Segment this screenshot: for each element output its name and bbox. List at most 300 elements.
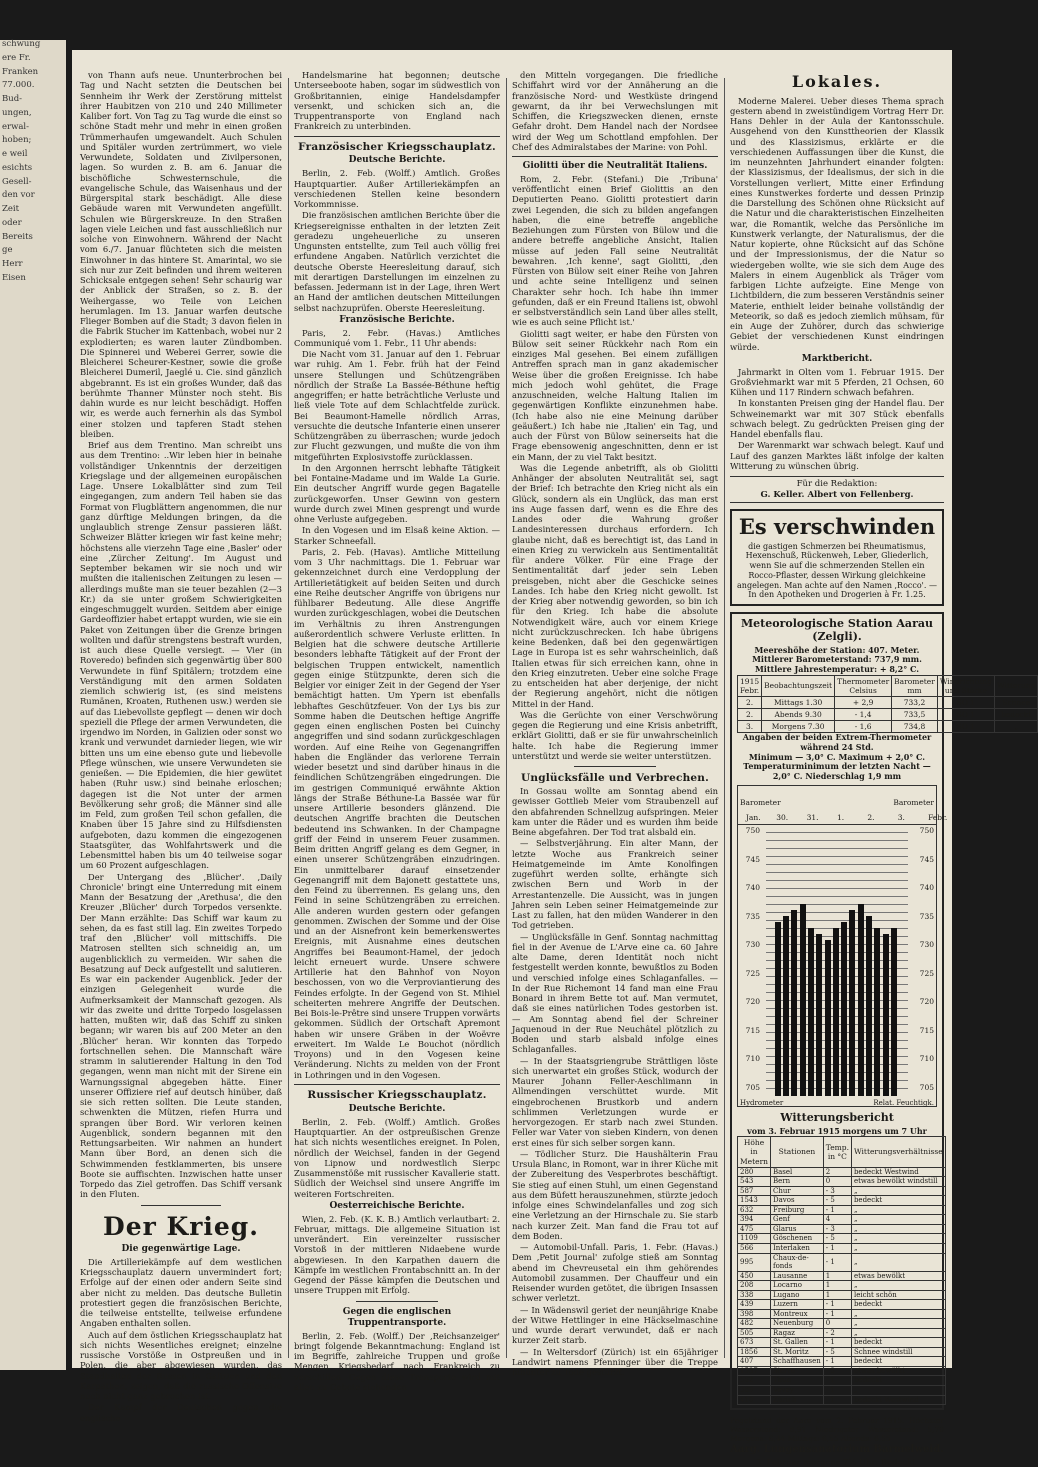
fragment-line: Zeit	[2, 204, 20, 215]
station-row	[738, 1196, 946, 1206]
station-cell: - 3	[823, 1186, 851, 1196]
station-cell: bedeckt Westwind	[851, 1395, 945, 1405]
station-cell: - 1	[823, 1244, 851, 1254]
station-cell: Basel	[770, 1167, 823, 1177]
article-paragraph: Die französischen amtlichen Berichte über die Kriegsereignisse enthalten in der letzten Zeit geradezu ungeheuerliche zu unseren Ungunsten entstellte, zum Teil auch völlig frei erfundene Angaben. Natürlich verzichtet die deutsche Oberste Heeresleitung darauf, sich mit derartigen Darstellungen im einzelnen zu befassen. Jedermann ist in der Lage, ihren Wert an Hand der amtlichen deutschen Mitteilungen selbst nachzuprüfen. Oberste Heeresleitung.	[294, 210, 500, 313]
met-cell: 733,2	[892, 696, 938, 708]
met-cell: Schnee	[994, 696, 1038, 708]
station-cell: - 3	[823, 1224, 851, 1234]
meteo-box	[730, 612, 1036, 1410]
markt-articles	[730, 367, 944, 472]
en-articles	[294, 1331, 500, 1393]
article-paragraph: Der Untergang des ,Blücher'. ,Daily Chronicle' bringt eine Unterredung mit einem Mann der Besatzung der ,Arethusa', die den Kreuzer ,Blücher' durch Torpedos versenkte. Der Mann erzählte: Das Schiff war kaum zu sehen, da es fast still lag. Ein zweites Torpedo traf den ,Blücher' voll mittschiffs. Die Matrosen stellten sich schneidig an, um augenblicklich zu vermeiden. Wir sahen die Besatzung auf Deck aufgestellt und salutieren. Es war ein packender Augenblick. Jeder der einzigen Gelegenheit wurde die Aufmerksamkeit der Mannschaft gezogen. Als wir das zweite und dritte Torpedo losgelassen hatten, mußten wir, daß das Schiff zu sinken begann; wir waren bis auf 200 Meter an den ,Blücher' heran. Wir konnten das Torpedo fortschnellen sehen. Die Mannschaft wäre stramm in salutierender Haltung in den Tod gegangen, wenn man nicht mit der Sirene ein Warnungssignal abgegeben hätte. Einer unserer Offiziere rief auf deutsch hinüber, daß sie sich retten sollten. Die Leute standen, schwenkten die Mützen, riefen Hurra und sprangen über Bord. Wir verloren keinen Augenblick, sondern begannen mit den Rettungsarbeiten. Wir nahmen an hundert Mann über Bord, an denen sich die Schwimmenden festklammerten, bis unsere Boote sie auffischten. Inzwischen hatte unser Torpedo das Ziel getroffen. Das Schiff versank in den Fluten.	[80, 871, 282, 1200]
station-cell: - 1	[823, 1385, 851, 1395]
article-paragraph: Moderne Malerei. Ueber dieses Thema sprach gestern abend in zweistündigem Vortrag Herr Dr. Hans Dehler in der Aula der Kantonsschule. Ausgehend von den Kunsttheorien der Klassik und des Klassizismus, erklärte er die verschiedenen Auffassungen über die Kunst, die im neunzehnten Jahrhundert einander folgten: der Klassizismus, der Idealismus, der sich in die Vorstellungen verliert, Mitte einer Erfindung eines Kunstwerkes forderte und dessen Prinzip die Darstellung des Schönen ohne Rücksicht auf die Natur und die charakteristischen Einzelheiten war, die Romantik, welche das Persönliche im Kunstwerk verlangte, der Naturalismus, der die Natur kopierte, ohne Rücksicht auf das Schöne und der Impressionismus, der die Natur so wiedergeben wollte, wie sie sich dem Auge des Malers in einem Augenblick als Träger vom farbigen Lichte aufzeigte. Eine Menge von Lichtbildern, die zum besseren Verständnis seiner Materie, enthielt leider beinahe vollständig der Meteorik, so daß es jedoch ziemlich mühsam, für ein Auge der Zuhörer, durch das schwierige Gebiet der verschiedenen Kunst eindringen würde.	[730, 95, 944, 352]
fragment-line: Franken	[2, 66, 39, 77]
fragment-line: erwal-	[2, 121, 30, 132]
met-cell: 734,8	[892, 721, 938, 733]
barometer-bar	[841, 922, 847, 1096]
day-label: Febr.	[928, 813, 948, 823]
markt-title: Marktbericht.	[801, 353, 873, 364]
station-cell: Lausanne	[770, 1271, 823, 1281]
station-cell: - 1	[823, 1205, 851, 1215]
station-cell: „	[851, 1224, 945, 1234]
y-tick-label: 705	[919, 1082, 934, 1092]
barometer-bar	[791, 910, 797, 1096]
chart-y-axis-left	[738, 826, 762, 1096]
day-label: 1.	[837, 813, 845, 823]
station-cell: 450	[738, 1271, 771, 1281]
fragment-line: oder	[2, 217, 22, 228]
day-label: 3.	[897, 813, 905, 823]
station-cell: Schaffhausen	[770, 1357, 823, 1367]
station-cell: 562	[738, 1376, 771, 1386]
station-cell: 208	[738, 1281, 771, 1291]
y-tick-label: 715	[745, 1025, 760, 1035]
chart-days	[738, 813, 948, 823]
station-cell: „	[851, 1215, 945, 1225]
lokales-articles	[730, 96, 944, 352]
fragment-line: Bereits	[2, 231, 33, 242]
divider	[356, 1301, 438, 1302]
krieg-title: Der Krieg.	[103, 1211, 259, 1241]
stations-header-cell: Witterungsverhältnisse	[851, 1137, 945, 1167]
station-cell: leicht schön	[851, 1290, 945, 1300]
met-cell: Morgens 7.30	[762, 721, 835, 733]
station-cell: 543	[738, 1177, 771, 1187]
met-row	[738, 709, 1038, 721]
station-cell: etwas bewölkt	[851, 1366, 945, 1376]
station-cell: 0	[823, 1177, 851, 1187]
article-paragraph: — In Wädenswil geriet der neunjährige Knabe der Witwe Hettlinger in eine Häckselmaschine und wurde derart verwundet, daß er nach kurzer Zeit starb.	[512, 1304, 718, 1346]
station-cell: 632	[738, 1205, 771, 1215]
station-row	[738, 1395, 946, 1405]
column-rule	[506, 78, 507, 1358]
sanat-text: 3. Februar morgens 7½ Uhr: Bedeckt.	[755, 1456, 919, 1467]
station-row	[738, 1271, 946, 1281]
y-tick-label: 715	[919, 1025, 934, 1035]
met-row	[738, 721, 1038, 733]
station-row	[738, 1186, 946, 1196]
y-tick-label: 735	[919, 911, 934, 921]
station-row	[738, 1215, 946, 1225]
article-paragraph: Die Artilleriekämpfe auf dem westlichen Kriegsschauplatz dauern unvermindert fort; Erfolge auf der einen oder andern Seite sind aber nicht zu melden. Das deutsche Bulletin protestiert gegen die französischen Berichte, die teilweise entstellte, teilweise erfundene Angaben enthalten sollen.	[80, 1256, 282, 1329]
met-table	[737, 675, 1038, 734]
chart-header	[738, 786, 948, 825]
station-cell: 1537	[738, 1366, 771, 1376]
article-paragraph: In den Vogesen und im Elsaß keine Aktion. — Starker Schneefall.	[294, 525, 500, 546]
redaktion-label: Für die Redaktion:	[796, 479, 878, 490]
station-cell: „	[851, 1319, 945, 1329]
ru-title: Russischer Kriegsschauplatz.	[307, 1088, 487, 1101]
fr-sub2: Französische Berichte.	[339, 314, 455, 325]
article-paragraph: Die Nacht vom 31. Januar auf den 1. Februar war ruhig. Am 1. Febr. früh hat der Feind unsere Stellungen und Schützengräben nördlich der Straße La Bassée-Béthune heftig angegriffen; er hatte beträchtliche Verluste und ließ viele Tote auf dem Schlachtfelde zurück. Bei Beaumont-Hamelle nördlich Arras, versuchte die deutsche Infanterie einen unserer Schützengräben zu überraschen; wurde jedoch zur Flucht gezwungen, und mußte die von ihm mitgeführten Explosivstoffe zurücklassen.	[294, 349, 500, 462]
station-row	[738, 1281, 946, 1291]
stations-table	[737, 1136, 946, 1405]
barometer-bar	[858, 904, 864, 1096]
station-cell: 389	[738, 1385, 771, 1395]
station-cell: Davos	[770, 1196, 823, 1206]
fr-deutsche-berichte	[294, 168, 500, 313]
article-paragraph: — In der Staatsgriengrube Strättligen löste sich unerwartet ein großes Stück, wodurch der Maurer Johann Feller-Aeschlimann in Allmendingen verschüttet wurde. Mit eingebrochenen Brustkorb und andern schlimmen Verletzungen wurde er hervorgezogen. Er starb nach zwei Stunden. Feller war Vater von sieben Kindern, von denen erst eines für sich selber sorgen kann.	[512, 1055, 718, 1148]
barometer-chart	[737, 785, 948, 1107]
rocco-advertisement	[730, 509, 944, 606]
fragment-line: Herr	[2, 259, 23, 270]
article-paragraph: Was die Legende anbetrifft, als ob Giolitti Anhänger der absoluten Neutralität sei, sagt der Brief: Ich betrachte den Krieg nicht als ein Glück, sondern als ein Unglück, das man erst ins Auge fassen darf, wenn es die Ehre des Landes oder die Wahrung großer Landesinteressen durchaus erfordern. Ich glaube nicht, daß es berechtigt ist, das Land in einen Krieg zu verwickeln aus Sentimentalität für andere Völker. Für eine Frage der Sentimentalität darf jeder sein Leben preisgeben, nicht aber die Geschicke seines Landes. Ich habe den Krieg nicht gewollt. Ist der Krieg aber notwendig geworden, so bin ich für den Krieg. Ich habe die absolute Notwendigkeit wäre, auch vor einem Kriege nicht zurückzuschrecken. Ich habe übrigens keine Bedenken, daß bei den gegenwärtigen Lage in Europa ist es sehr wahrscheinlich, daß Italien etwas für sich erreichen kann, ohne in den Krieg einzutreten. Ueber eine solche Frage zu entscheiden hat aber derjenige, der nicht der Regierung angehört, nicht die nötigen Mittel in der Hand.	[512, 462, 718, 709]
ru-sub2: Oesterreichische Berichte.	[329, 1200, 465, 1211]
newspaper-page	[72, 50, 1036, 1467]
y-tick-label: 705	[745, 1082, 760, 1092]
station-cell: „	[851, 1244, 945, 1254]
station-cell: bedeckt Westwind	[851, 1167, 945, 1177]
barometer-bar	[849, 910, 855, 1096]
met-cell: + 2,9	[835, 696, 892, 708]
station-row	[738, 1376, 946, 1386]
station-cell: 398	[738, 1309, 771, 1319]
barometer-bar	[808, 928, 814, 1096]
column-2	[294, 70, 501, 1392]
station-cell: 587	[738, 1186, 771, 1196]
station-row	[738, 1385, 946, 1395]
y-tick-label: 730	[745, 940, 760, 950]
met-cell: 733,5	[892, 709, 938, 721]
krieg-articles	[80, 1257, 282, 1423]
y-tick-label: 725	[919, 968, 934, 978]
station-cell: bedeckt	[851, 1357, 945, 1367]
met-cell: SO 1	[937, 709, 994, 721]
met-sub2: Mittlerer Barometerstand: 737,9 mm.	[752, 654, 922, 665]
y-tick-label: 740	[745, 883, 760, 893]
station-cell: etwas bewölkt	[851, 1271, 945, 1281]
station-cell: St. Gallen	[770, 1338, 823, 1348]
krieg-subtitle: Die gegenwärtige Lage.	[121, 1244, 241, 1254]
article-paragraph: Der Kampf der Deutschen gegen die englische	[80, 1402, 282, 1423]
station-row	[738, 1167, 946, 1177]
fr-sub1: Deutsche Berichte.	[348, 155, 446, 166]
fragment-line: Gesell-	[2, 176, 32, 187]
station-cell: 1	[823, 1271, 851, 1281]
station-cell: Genf	[770, 1215, 823, 1225]
met-row	[738, 696, 1038, 708]
stations-header-cell: Stationen	[770, 1137, 823, 1167]
article-paragraph: Berlin, 2. Feb. (Wolff.) Amtlich. Großes Hauptquartier. Außer Artilleriekämpfen an verschiedenen Stellen keine besondern Vorkommnisse.	[294, 168, 500, 210]
station-cell: - 1	[823, 1300, 851, 1310]
station-cell: Neuenburg	[770, 1319, 823, 1329]
stations-header	[738, 1137, 946, 1167]
fragment-line: ge	[2, 245, 13, 256]
article-paragraph: Rom, 2. Febr. (Stefani.) Die ,Tribuna' veröffentlicht einen Brief Giolittis an den Deputierten Peano. Giolitti protestiert darin zwei Legenden, die sich zu bilden angefangen haben, die eine betreffe angebliche Beziehungen zum Fürsten von Bülow und die andere betreffe angebliche Ansicht, Italien müsse auf jeden Fall seine Neutralität bewahren. ,Ich kenne', sagt Giolitti, ,den Fürsten von Bülow seit einer Reihe von Jahren und achte seine Intelligenz und seinen Charakter sehr hoch. Ich habe ihn immer gefunden, daß er ein Freund Italiens ist, obwohl er selbstverständlich sein Land über alles stellt, wie es auch seine Pflicht ist.'	[512, 173, 718, 328]
station-cell: 995	[738, 1253, 771, 1271]
station-cell: 439	[738, 1300, 771, 1310]
station-row	[738, 1328, 946, 1338]
article-paragraph: Paris, 2. Feb. (Havas). Amtliche Mitteilung vom 3 Uhr nachmittags. Die 1. Februar war gekennzeichnet durch eine Verdopplung der Artillerietätigkeit auf beiden Seiten und durch eine Reihe deutscher Angriffe von übrigens nur fühlbarer Bedeutung. Alle diese Angriffe wurden zurückgeschlagen, wobei die Deutschen im Verhältnis zu ihren Anstrengungen außerordentlich schwere Verluste erlitten. In Belgien hat die schwere deutsche Artillerie besonders lebhafte Tätigkeit auf der Front der belgischen Truppen entwickelt, namentlich gegen einige Stützpunkte, deren sich die Belgier vor einiger Zeit in der Gegend der Yser bemächtigt hatten. Um Ypern ist ebenfalls lebhaftes Geschützfeuer. Von der Lys bis zur Somme haben die Deutschen heftige Angriffe gegen einen englischen Posten bei Cuinchy angegriffen und sind sodann zurückgeschlagen worden. Auf eine Reihe von Gegenangriffen haben die Engländer das verlorene Terrain wieder besetzt und sind darüber hinaus in die feindlichen Schützengräben eingedrungen. Die im gestrigen Communiqué erwähnte Aktion längs der Straße Béthune-La Bassée war für unsere Artillerie besonders glänzend. Die deutschen Angriffe brachten die Deutschen bedeutend ins Schwanken. In der Champagne griff der Feind in unserem Feuer zusammen. Beim dritten Angriff gelang es dem Gegner, in einen unserer Schützengräben einzudringen. Ein unmittelbarer darauf einsetzender Gegenangriff mit dem Bajonett gestattete uns, den Feind zu überrennen. Es gelang uns, den Feind in seine Schützengräben zu erreichen. Alle anderen wurden gestern oder gefangen genommen. Zwischen der Somme und der Oise und an der Aisnefront kein bemerkenswertes Ereignis, mit Ausnahme eines deutschen Angriffes bei Beaumont-Hamel, der jedoch leicht erneuert wurde. Unsere schwere Artillerie hat den Bahnhof von Noyon beschossen, von wo die Verproviantierung des Feindes erfolgte. In der Gegend von St. Mihiel scheiterten mehrere Angriffe der Deutschen. Bei Bois-le-Prêtre sind unsere Truppen vorwärts gekommen. Südlich der Ortschaft Apremont haben wir unsere Gräben in der Woëvre erweitert. Im Walde Le Bouchot (nördlich Troyons) und in den Vogesen keine Veränderung. Nichts zu melden von der Front in Lothringen und in den Vogesen.	[294, 546, 501, 1080]
station-cell: 673	[738, 1338, 771, 1348]
article-paragraph: Wien, 2. Feb. (K. K. B.) Amtlich verlautbart: 2. Februar, mittags. Die allgemeine Situation ist unverändert. Ein vereinzelter russischer Vorstoß in der mittleren Nidaebene wurde abgewiesen. In den Karpathen dauern die Kämpfe im westlichen Frontabschnitt an. In der Gegend der Pässe kämpfen die Deutschen und unsere Truppen mit Erfolg.	[294, 1213, 500, 1296]
divider	[512, 156, 718, 157]
station-cell: Luzern	[770, 1300, 823, 1310]
un-articles	[512, 786, 718, 1377]
article-paragraph: In konstanten Preisen ging der Handel flau. Der Schweinemarkt war mit 307 Stück ebenfalls schwach belegt. Zu gedrückten Preisen ging der Handel ebenfalls flau.	[730, 398, 944, 440]
article-paragraph: Brief aus dem Trentino. Man schreibt uns aus dem Trentino: ..Wir leben hier in beinahe vollständiger Unkenntnis der derzeitigen Kriegslage und der allgemeinen europäischen Lage. Unsere Lokalblätter sind zum Teil eingegangen, zum andern Teil haben sie das Format von Flugblättern angenommen, die nur ganz dürftige Meldungen bringen, da die unglaublich strenge Zensur passieren läßt. Schweizer Blätter kriegen wir fast keine mehr; höchstens alle vierzehn Tage eine ,Basler' oder eine ,Zürcher Zeitung'. Im August und September bekamen wir sie noch und wir mußten die italienischen Zeitungen zu lesen — allerdings mußte man sie teuer bezahlen (2—3 Kr.) da sie unter großem Schwierigkeiten eingeschmuggelt wurden. Seitdem aber einige Gardeoffizier habet ertappt wurden, wie sie ein Paket von Zeitungen über die Grenze bringen wollten und dafür strengstens bestraft wurden, ist auch diese Quelle versiegt. — Vier (in Roveredo) befinden sich gegenwärtig über 800 Verwundete in fünf Spitälern; trotzdem eine Verständigung mit den armen Soldaten ziemlich schwierig ist, (es sind meistens Rumänen, Kroaten, Ruthenen usw.) werden sie auf das Liebevollste gepflegt — denen wir doch speziell die Pflege der armen Verwundeten, die irgendwo im Norden, in Galizien oder sonst wo krank und verwundet darnieder liegen, wie wir bitten uns um eine ebenso gute und liebevolle Pflege wünschen, wie unsere Verwundeten sie genießen. — Die Epidemien, die hier gewütet haben (Ruhr usw.) sind beinahe erloschen; dagegen ist die Not unter der armen Bevölkerung sehr groß; die Männer sind alle im Feld, zum großen Teil schon gefallen, die Knaben über 15 Jahre sind zu Hilfsdiensten aufgeboten, dazu kommen die eingezogenen Staatsgüter, das Wohlfahrtswerk und die Lebensmittel haben bis um 40 teilweise sogar um 60 Prozent aufgeschlagen.	[80, 440, 282, 871]
chart-bottom-right: Relat. Feuchtigk.	[873, 1098, 934, 1107]
article-paragraph: — Tödlicher Sturz. Die Haushälterin Frau Ursula Blanc, in Romont, war in ihrer Küche mit der Zubereitung des Vesperbrotes beschäftigt. Sie stieg auf einen Stuhl, um einen Gegenstand aus dem Büfett herauszunehmen, stürzte jedoch infolge eines Schwindelanfalles und zog sich eine Verletzung an der Hirnschale zu. Sie starb nach kurzer Zeit. Man fand die Frau tot auf dem Boden.	[512, 1148, 718, 1241]
station-row	[738, 1347, 946, 1357]
y-tick-label: 750	[745, 826, 760, 836]
fragment-line: esichts	[2, 162, 33, 173]
article-paragraph: In Gossau wollte am Sonntag abend ein gewisser Gottlieb Meier vom Straubenzell auf den abfahrenden Schnellzug aufspringen. Meier kam unter die Räder und es wurden ihm beide Beine abgefahren. Der Tod trat alsbald ein.	[512, 786, 718, 838]
met-header-cell: Windrichtung und Stärke	[937, 675, 994, 696]
barometer-bar	[833, 928, 839, 1096]
stations-body	[738, 1167, 946, 1404]
stations-title: Witterungsbericht	[780, 1111, 894, 1125]
previous-page-edge	[0, 40, 66, 1370]
station-row	[738, 1366, 946, 1376]
met-cell: Mittags 1.30	[762, 696, 835, 708]
article-paragraph: In den Argonnen herrscht lebhafte Tätigkeit bei Fontaine-Madame und im Walde La Gurie. Ein deutscher Angriff wurde gegen Bagatelle zurückgeworfen. Unser Gewinn von gestern wurde durch zwei Minen gesprengt und wurde ohne Verluste aufgegeben.	[294, 462, 500, 525]
barometer-bar	[874, 928, 880, 1096]
chart-bottom-left: Hydrometer	[740, 1098, 784, 1107]
day-label: 31.	[806, 813, 819, 823]
station-row	[738, 1234, 946, 1244]
station-cell: 280	[738, 1167, 771, 1177]
it-title: Giolitti über die Neutralität Italiens.	[522, 161, 708, 171]
station-cell: „	[851, 1234, 945, 1244]
station-cell: St. Moritz	[770, 1347, 823, 1357]
station-cell: „	[851, 1186, 945, 1196]
lokales-title: Lokales.	[791, 72, 883, 91]
station-cell: etwas bewölkt windstill	[851, 1177, 945, 1187]
station-cell: 2	[823, 1167, 851, 1177]
stations-header-cell: Höhe in Metern	[738, 1137, 771, 1167]
barometer-bar	[775, 922, 781, 1096]
station-cell: 1109	[738, 1234, 771, 1244]
y-tick-label: 745	[919, 854, 934, 864]
fragment-line: 77.000.	[2, 80, 35, 91]
chart-right-label: Barometer	[893, 798, 934, 808]
station-row	[738, 1290, 946, 1300]
y-tick-label: 735	[745, 911, 760, 921]
fragment-line: ungen,	[2, 107, 32, 118]
article-paragraph: Giolitti sagt weiter, er habe den Fürsten von Bülow seit seiner Rückkehr nach Rom ein einziges Mal gesehen. Bei einem zufälligen Antreffen sprach man in ganz akademischer Weise über die großen Ereignisse. Ich habe mich jedoch wohl gehütet, die Frage anzuschneiden, welche Haltung Italien im gegenwärtigen Konflikte einzunehmen habe. (Ich habe also nie eine Meinung darüber geäußert.) Ich habe nie ,Italien' ein Tag, und auch der Fürst von Bülow seinerseits hat die Frage ebensowenig angeschnitten, denn er ist ein Mann, der zu viel Takt besitzt.	[512, 328, 718, 462]
station-cell: bedeckt	[851, 1338, 945, 1348]
fragment-line: Bud-	[2, 94, 23, 105]
station-cell: Vevey	[770, 1385, 823, 1395]
article-paragraph: von Thann aufs neue. Ununterbrochen bei Tag und Nacht setzten die Deutschen bei Sennheim ihr Werk der Zerstörung mittelst ihrer Haubitzen von 210 und 240 Millimeter Kaliber fort. Von Tag zu Tag wurde die einst so schöne Stadt mehr und mehr in einen großen Trümmerhaufen umgewandelt. Auch Schulen und Spitäler wurden zertrümmert, wo viele Verwundete, Soldaten und Zivilpersonen, lagen. So wurden z. B. am 6. Januar die bischöfliche Schwesternschule, die evangelische Schule, das Waisenhaus und der Bürgerspital stark beschädigt. Alle diese Gebäude waren mit Verwundeten angefüllt. Schulen wie Bürgerskreuze. In den Straßen lagen viele Leichen und fast ausschließlich nur solche von Einwohnern. Während der Nacht vom 6./7. Januar flüchteten sich die meisten Einwohner in das hintere St. Amarintal, wo sie sich nur zur Zeit befinden und ihrem weiteren Schicksale entgegen sehen! Sehr schaurig war der Anblick der Straßen, so z. B. der Weihergasse, wo Teile von Leichen herumlagen. Im 13. Januar warfen deutsche Flieger Bomben auf die Stadt; 3 davon fielen in die Fabrik Stucher im Kattenbach, wobei nur 2 explodierten; es waren lauter Zündbomben. Die Spinnerei und Weberei Gerrer, sowie die Bleicherei Scheurer-Kestner, sowie die große Bleicherei Dumeril, Jaeglé u. Cie. sind gänzlich abgebrannt. Es ist ein großes Wunder, daß das berühmte Thanner Münster noch steht. Bis dahin wurde es nur leicht beschädigt. Hoffen wir, es werde auch fernerhin als das Symbol einer stolzen und tapferen Stadt stehen bleiben.	[80, 70, 282, 439]
article-paragraph: Berlin, 2. Feb. (Wolff.) Amtlich. Großes Hauptquartier. An der ostpreußischen Grenze hat sich nichts wesentliches ereignet. In Polen, nördlich der Weichsel, fanden in der Gegend von Lipnow und nordwestlich Sierpc Zusammenstöße mit russischer Kavallerie statt. Südlich der Weichsel sind unsere Angriffe im weiteren Fortschreiten.	[294, 1116, 500, 1199]
article-paragraph: — Unglücksfälle in Genf. Sonntag nachmittag fiel in der Avenue de L'Arve eine ca. 60 Jahre alte Dame, deren Identität noch nicht festgestellt werden konnte, bewußtlos zu Boden und verschied infolge eines Schlaganfalles. — In der Rue Richemont 14 fand man eine Frau Bonard in ihrem Bette tot auf. Man vermutet, daß sie eines natürlichen Todes gestorben ist. — Am Sonntag abend fiel der Schreiner Jaquenoud in der Rue Neuchâtel plötzlich zu Boden und starb alsbald infolge eines Schlaganfalles.	[512, 931, 718, 1055]
chart-y-axis-right	[912, 826, 936, 1096]
station-cell: - 1	[823, 1395, 851, 1405]
met-sub1: Meereshöhe der Station: 407. Meter.	[754, 644, 920, 655]
day-label: Jan.	[745, 813, 761, 823]
station-row	[738, 1338, 946, 1348]
station-cell: 1	[823, 1290, 851, 1300]
column-rule	[288, 78, 289, 1358]
y-tick-label: 730	[919, 940, 934, 950]
station-cell: - 1	[823, 1357, 851, 1367]
station-cell: „	[851, 1328, 945, 1338]
station-cell: Glarus	[770, 1224, 823, 1234]
sanat-title: Aarg. Lungensanatorium Barmelweid.	[730, 1444, 944, 1456]
station-cell: - 5	[823, 1347, 851, 1357]
y-tick-label: 710	[919, 1054, 934, 1064]
station-cell: bedeckt	[851, 1300, 945, 1310]
station-cell: Zürich	[770, 1395, 823, 1405]
ru-oesterreichische-berichte	[294, 1214, 500, 1296]
barometer-bar	[783, 916, 789, 1096]
col3-intro: den Mitteln vorgegangen. Die friedliche Schiffahrt wird vor der Annäherung an die französische Nord- und Westküste dringend gewarnt, da ihr bei Verwechslungen mit Schiffen, die Kriegszwecken dienen, ernste Gefahr droht. Dem Handel nach der Nordsee wird der Weg um Schottland empfohlen. Der Chef des Admiralstabes der Marine: von Pohl.	[512, 70, 718, 152]
barometer-bar	[825, 940, 831, 1096]
met-header-cell: Beobachtungszeit	[762, 675, 835, 696]
station-row	[738, 1177, 946, 1187]
station-row	[738, 1319, 946, 1329]
met-cell: „	[994, 721, 1038, 733]
fragment-line: e weil	[2, 149, 28, 160]
met-cell: 3.	[738, 721, 762, 733]
barometer-bar	[800, 904, 806, 1096]
station-cell: Lugano	[770, 1290, 823, 1300]
station-cell: Thun	[770, 1376, 823, 1386]
station-cell: Montreux	[770, 1309, 823, 1319]
chart-left-label: Barometer	[740, 798, 781, 808]
divider	[141, 1205, 222, 1206]
met-cell: 2.	[738, 696, 762, 708]
article-paragraph: Jahrmarkt in Olten vom 1. Februar 1915. Der Großviehmarkt war mit 5 Pferden, 21 Ochsen, 60 Kühen und 117 Rindern schwach befahren.	[730, 366, 944, 398]
station-cell: 1	[823, 1281, 851, 1291]
y-tick-label: 740	[919, 883, 934, 893]
met-header-cell: Barometer mm	[892, 675, 938, 696]
fr-franzoesische-berichte	[294, 328, 500, 1080]
redaktion-names: G. Keller. Albert von Fellenberg.	[760, 489, 914, 500]
station-cell: Locarno	[770, 1281, 823, 1291]
ad-title: Es verschwinden	[738, 513, 936, 539]
fragment-line: Eisen	[2, 273, 26, 284]
barometer-bar	[883, 934, 889, 1096]
station-cell: 407	[738, 1357, 771, 1367]
it-articles	[512, 174, 718, 761]
station-cell: „	[851, 1205, 945, 1215]
station-cell: 338	[738, 1290, 771, 1300]
met-header-cell: Thermometer Celsius	[835, 675, 892, 696]
station-cell: Chur	[770, 1186, 823, 1196]
station-cell: 1543	[738, 1196, 771, 1206]
article-paragraph: Auch auf dem östlichen Kriegsschauplatz hat sich nichts Wesentliches ereignet; einzelne russische Vorstöße in Ostpreußen und in Polen, die aber abgewiesen wurden, das Standhalten der Russen in Galizien und den Karpathen, zeigen, daß die russische Offensive noch nicht ganz gebrochen ist.	[80, 1329, 282, 1402]
station-cell: - 5	[823, 1196, 851, 1206]
station-cell: Göschenen	[770, 1234, 823, 1244]
met-header-cell: Witterung	[994, 675, 1038, 696]
station-cell: 505	[738, 1328, 771, 1338]
article-paragraph: Was die Gerüchte von einer Verschwörung gegen die Regierung und eine Krisis anbetrifft, erklärt Giolitti, daß er sie für unwahrscheinlich halte. Ich habe die Regierung immer unterstützt und werde sie weiter unterstützen.	[512, 709, 718, 761]
divider	[574, 766, 656, 767]
stations-sub: vom 3. Februar 1915 morgens um 7 Uhr	[747, 1125, 927, 1136]
station-cell: - 3	[823, 1366, 851, 1376]
station-cell: „	[851, 1385, 945, 1395]
met-sub3: Mittlere Jahrestemperatur: + 8,2° C.	[754, 664, 920, 675]
column-4	[730, 70, 1036, 1467]
chart-bars	[766, 826, 908, 1096]
barometer-bar	[816, 934, 822, 1096]
barometer-bar	[891, 928, 897, 1096]
station-cell: - 2	[823, 1328, 851, 1338]
met-cell: 2.	[738, 709, 762, 721]
met-cell: bedeckt	[994, 709, 1038, 721]
station-cell: Schnee windstill	[851, 1347, 945, 1357]
met-extremes: Angaben der beiden Extrem-Thermometer während 24 Std.	[742, 732, 932, 752]
station-cell: - 1	[823, 1376, 851, 1386]
station-cell: 0	[823, 1319, 851, 1329]
met-niederschlag: Temperaturminimum der letzten Nacht — 2,0° C. Niederschlag 1,9 mm	[743, 761, 931, 781]
pegel-text: Pegelstand der Aare vom 2. Februar 1915. Höchster Wasserstand: 8,91 Niedrigster Wasserstand: 5,70 Morgens: 6,44 Mittags: 6,55 Abends: 6,55	[730, 1416, 944, 1444]
station-cell: „	[851, 1309, 945, 1319]
station-cell: 410	[738, 1395, 771, 1405]
article-paragraph: Paris, 2. Febr. (Havas.) Amtliches Communiqué vom 1. Febr., 11 Uhr abends:	[294, 327, 500, 348]
article-paragraph: — In Weltersdorf (Zürich) ist ein 65jähriger Landwirt namens Pfenninger über die Treppe hinunter zu Tode gestürzt.	[512, 1346, 718, 1378]
station-cell: 475	[738, 1224, 771, 1234]
article-paragraph: — Selbstverjährung. Ein alter Mann, der letzte Woche aus Frankreich seiner Heimatgemeinde im Amte Konolfingen zugeführt werden sollte, erhängte sich zwischen Bern und Worb in der Arrestantenzelle. Die Aussicht, was in jungen Jahren sein Leben seiner Heimatgemeinde zur Last zu fallen, hat den müden Wanderer in den Tod getrieben.	[512, 838, 718, 931]
barometer-bar	[866, 916, 872, 1096]
station-cell: bedeckt	[851, 1376, 945, 1386]
fragment-line: ere Fr.	[2, 52, 31, 63]
day-label: 2.	[867, 813, 875, 823]
en-title: Gegen die englischen Truppentransporte.	[342, 1306, 452, 1328]
col2-intro: Handelsmarine hat begonnen; deutsche Unterseeboote haben, sogar im südwestlich von Großbritannien, einige Handelsdampfer versenkt, und schicken sich an, die Truppentransporte von England nach Frankreich zu unterbinden.	[294, 70, 500, 132]
fragment-line: den vor	[2, 190, 35, 201]
station-cell: - 1	[823, 1338, 851, 1348]
met-table-body	[738, 696, 1038, 732]
ad-text: die gastigen Schmerzen bei Rheumatismus, Hexenschuß, Rückenweh, Leber, Gliederlich, wenn Sie auf die schmerzenden Stellen ein Rocco-Pflaster, dessen Wirkung gleichkeine angelegen. Man achte auf den Namen ,Rocco'. — In den Apotheken und Drogerien à Fr. 1.25.	[737, 541, 937, 600]
col1-articles	[80, 70, 282, 1200]
met-title: Meteorologische Station Aarau (Zelgli).	[741, 617, 933, 644]
station-row	[738, 1224, 946, 1234]
y-tick-label: 750	[919, 826, 934, 836]
y-tick-label: 745	[745, 854, 760, 864]
article-paragraph: — Automobil-Unfall. Paris, 1. Febr. (Havas.) Dem ,Petit Journal' zufolge stieß am Sonntag abend im Chevreusetal ein ihm gehörendes Automobil zusammen. Der Chauffeur und ein Reisender wurden getötet, die übrigen Insassen schwer verletzt.	[512, 1242, 718, 1304]
station-row	[738, 1244, 946, 1254]
met-cell: Abends 9.30	[762, 709, 835, 721]
station-cell: Bern	[770, 1177, 823, 1187]
station-cell: Ragaz	[770, 1328, 823, 1338]
station-row	[738, 1205, 946, 1215]
y-tick-label: 710	[745, 1054, 760, 1064]
y-tick-label: 720	[919, 997, 934, 1007]
stations-header-cell: Temp. in °C	[823, 1137, 851, 1167]
y-tick-label: 725	[745, 968, 760, 978]
station-cell: 394	[738, 1215, 771, 1225]
redaktion-line	[730, 476, 944, 503]
station-cell: „	[851, 1281, 945, 1291]
day-label: 30.	[776, 813, 789, 823]
station-cell: „	[851, 1253, 945, 1271]
station-cell: - 5	[823, 1234, 851, 1244]
divider	[294, 136, 500, 137]
article-paragraph: Der Warenmarkt war schwach belegt. Kauf und Lauf des ganzen Marktes läßt infolge der kalten Witterung zu wünschen übrig.	[730, 440, 944, 471]
un-title: Unglücksfälle und Verbrechen.	[521, 772, 709, 785]
fragment-line: hoben;	[2, 135, 32, 146]
divider	[294, 1084, 500, 1085]
station-cell: Chaux-de-fonds	[770, 1253, 823, 1271]
station-cell: 482	[738, 1319, 771, 1329]
fr-title: Französischer Kriegsschauplatz.	[298, 140, 496, 153]
met-cell: - 1,4	[835, 709, 892, 721]
y-tick-label: 720	[745, 997, 760, 1007]
station-cell: 4	[823, 1215, 851, 1225]
station-row	[738, 1300, 946, 1310]
met-cell: SO 1	[937, 721, 994, 733]
station-row	[738, 1357, 946, 1367]
met-cell: SO 1	[937, 696, 994, 708]
previous-page-fragments	[0, 40, 66, 284]
met-minmax: Minimum — 3,0° C. Maximum + 2,0° C.	[748, 751, 926, 762]
